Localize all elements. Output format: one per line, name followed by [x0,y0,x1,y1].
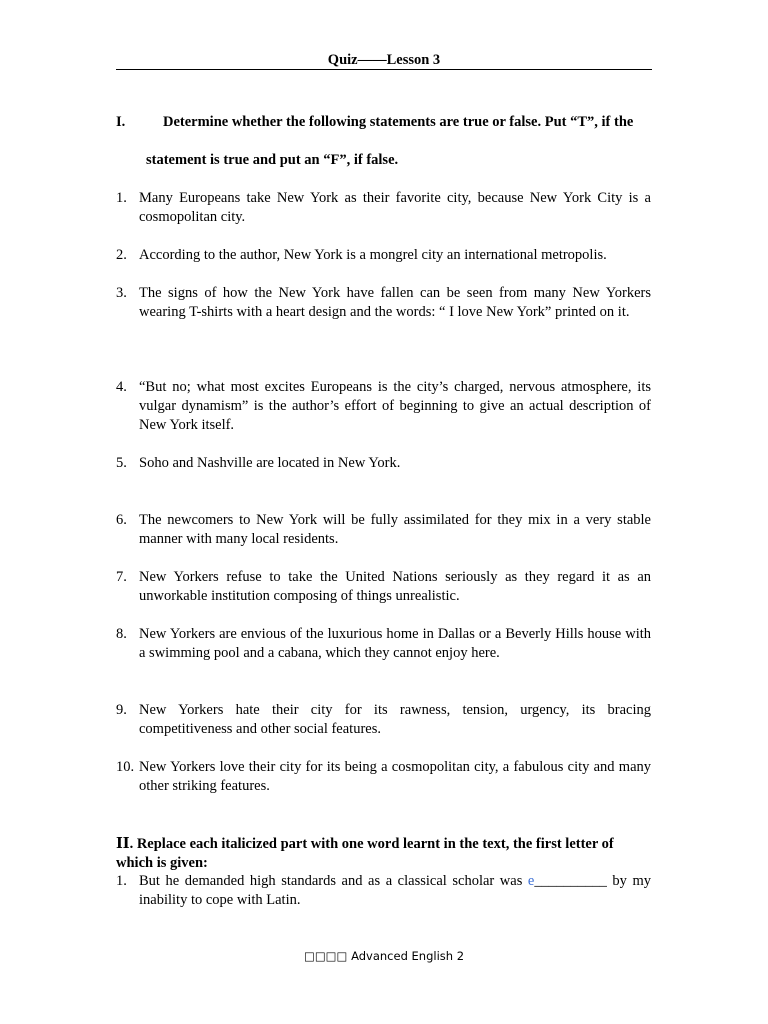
question-number: 9. [116,702,127,718]
question-text: The newcomers to New York will be fully assimilated for they mix in a very stable manner with many local residents. [139,512,651,547]
question-number: 6. [116,512,127,528]
question-text: The signs of how the New York have fallen can be seen from many New Yorkers wearing T-shirts with a heart design and the words: “ I love New York” printed on it. [139,285,651,320]
question-text [139,872,651,910]
page-title: Quiz——Lesson 3 [327,52,441,68]
question-item [116,568,652,606]
question-number: 8. [116,626,127,642]
question-text: New Yorkers hate their city for its rawness, tension, urgency, its bracing competitiveness and other social features. [139,702,651,737]
question-item [116,758,652,796]
question-text-after: by my inability to cope with Latin. [139,873,651,908]
question-number: 3. [116,285,127,301]
footer-text: Advanced English 2 [351,949,465,963]
question-item [116,189,652,227]
section-2-instruction: . Replace each italicized part with one word learnt in the text, the first letter of which is given: [116,836,614,871]
question-number: 4. [116,379,127,395]
blank-first-letter: e [527,873,535,889]
answer-blank[interactable]: __________ [534,873,607,889]
question-text: New Yorkers love their city for its being a cosmopolitan city, a fabulous city and many other striking features. [139,759,651,794]
question-number: 7. [116,569,127,585]
footer-glyphs: □□□□ [303,949,348,963]
section-1-instruction-line-1: Determine whether the following statements are true or false. Put “T”, if the [163,114,634,130]
question-item [116,872,652,910]
question-text: Soho and Nashville are located in New York. [139,455,401,471]
header-divider [116,69,652,70]
question-number: 10. [116,759,135,775]
question-item [116,625,652,663]
section-1-numeral: I. [116,114,126,130]
question-number: 2. [116,247,127,263]
question-item [116,284,652,322]
question-item [116,246,652,265]
question-item [116,701,652,739]
question-text: Many Europeans take New York as their favorite city, because New York City is a cosmopolitan city. [139,190,651,225]
question-item [116,378,652,435]
page-footer [0,948,768,964]
section-2-numeral: II [116,835,130,852]
question-number: 5. [116,455,127,471]
question-text: New Yorkers are envious of the luxurious home in Dallas or a Beverly Hills house with a swimming pool and a cabana, which they cannot enjoy here. [139,626,651,661]
question-text: New Yorkers refuse to take the United Nations seriously as they regard it as an unworkable institution composing of things unrealistic. [139,569,651,604]
question-text: According to the author, New York is a mongrel city an international metropolis. [139,247,607,263]
question-text-before: But he demanded high standards and as a classical scholar was [139,873,528,889]
question-item [116,454,652,473]
question-number: 1. [116,190,127,206]
question-number: 1. [116,873,127,889]
section-1-instruction-line-2: statement is true and put an “F”, if false. [146,152,399,168]
question-item [116,511,652,549]
question-text: “But no; what most excites Europeans is the city’s charged, nervous atmosphere, its vulgar dynamism” is the author’s effort of beginning to give an actual description of New York itself. [139,379,651,433]
section-2-heading [116,834,652,873]
